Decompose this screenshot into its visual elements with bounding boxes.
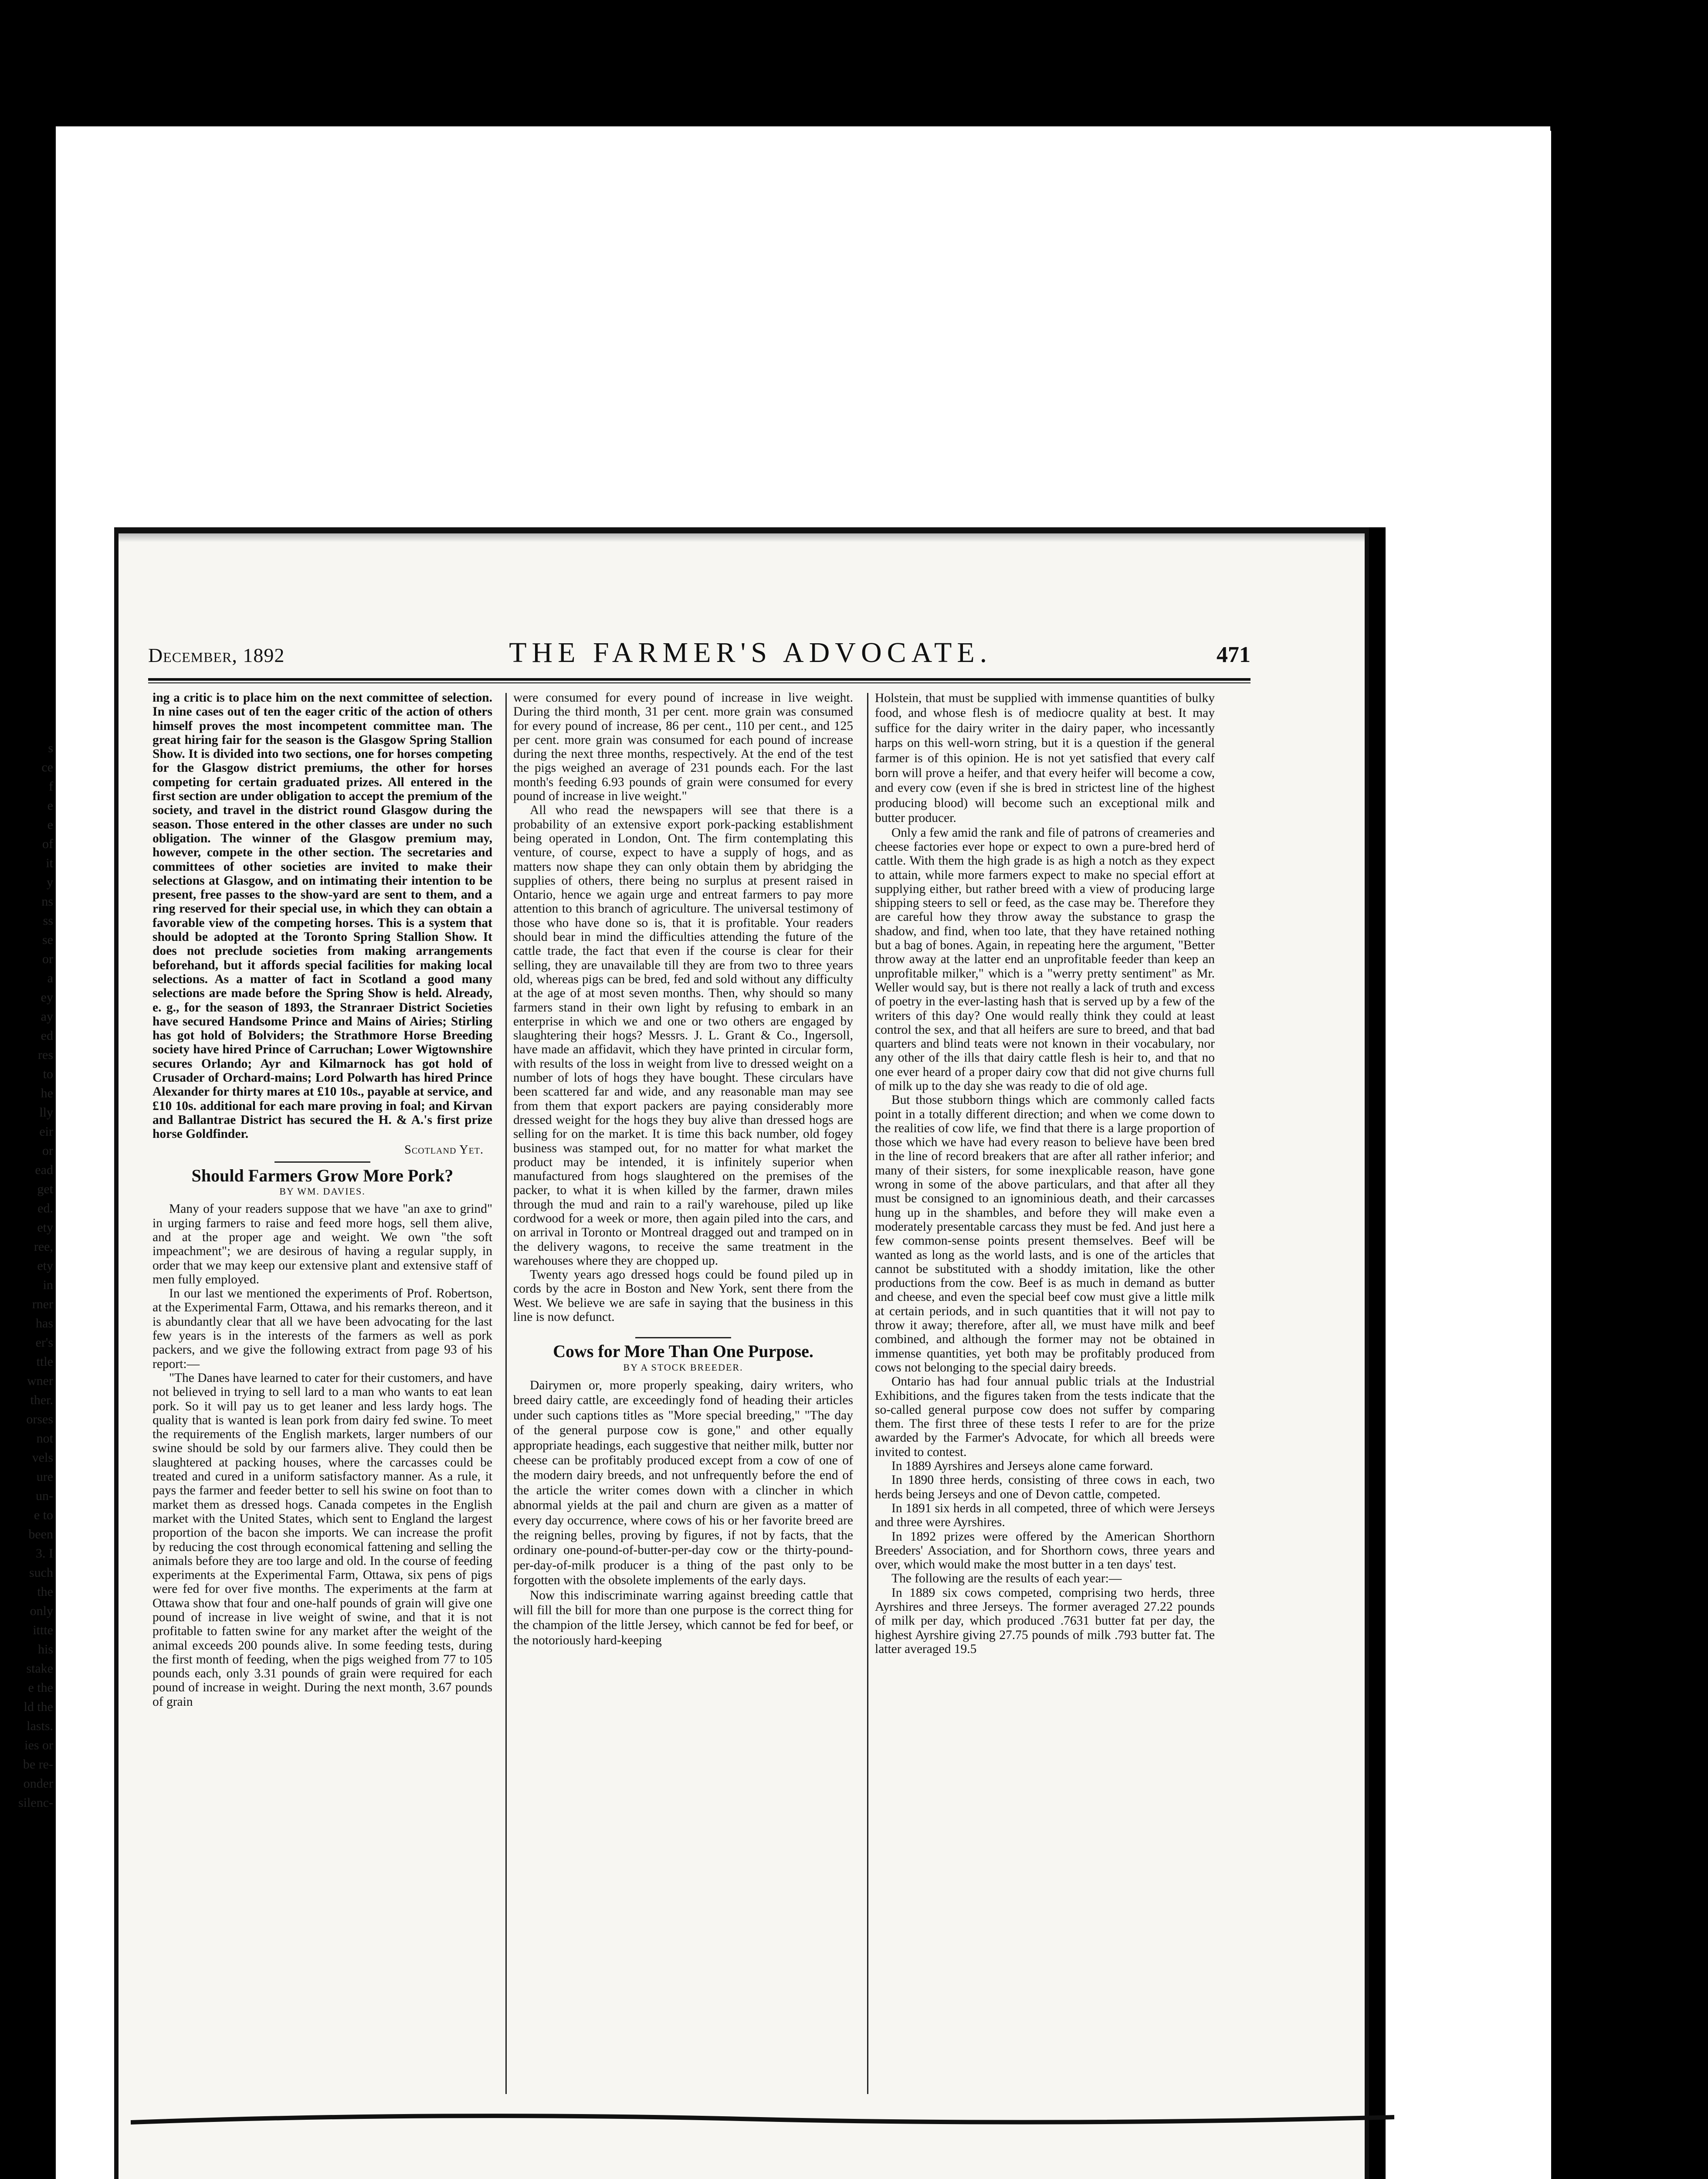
letter-signature: Scotland Yet. [404,1143,484,1157]
fragment-line: wner [27,1374,53,1388]
fragment-line: ittte [33,1623,53,1637]
fragment-line: get [37,1182,53,1196]
fragment-line: y [47,875,53,889]
fragment-line: a [47,971,53,985]
article-separator [274,1161,370,1163]
masthead-title: THE FARMER'S ADVOCATE. [509,637,993,669]
fragment-line: ed [41,1028,53,1043]
fragment-line: rner [32,1297,53,1311]
column-divider-1 [505,693,507,2094]
paragraph: In 1889 six cows competed, comprising two herds, three Ayrshires and three Jerseys. The former averaged 27.22 pounds of milk per day, which produced .7631 butter fat per day, the highest Ayrshire giving 27.75 pounds of milk .793 butter fat. The latter averaged 19.5 [875,1585,1215,1656]
fragment-line: ead [35,1163,53,1177]
column-1 [152,691,492,1709]
page-number: 471 [1217,642,1250,667]
column-2 [513,691,853,1648]
paragraph: Dairymen or, more properly speaking, dairy writers, who breed dairy cattle, are exceedingly fond of heading their articles under such captions titles as "More special breeding," "The day of the general purpose cow is gone," and other equally appropriate headings, each suggestive that neither milk, butter nor cheese can be profitably produced except from a cow of one of the modern dairy breeds, and not unfrequently before the end of the article the writer comes down with a clincher in which abnormal yields at the pail and churn are given as a matter of every day occurrence, where cows of his or her favorite breed are the reigning belles, proving by figures, if not by facts, that the ordinary one-pound-of-butter-per-day cow or the thirty-pound-per-day-of-milk producer is a thing of the past only to be forgotten with the obsolete implements of the early days. [513,1378,853,1588]
paragraph: Many of your readers suppose that we have "an axe to grind" in urging farmers to raise and feed more hogs, sell them alive, and at the proper age and weight. We own "the soft impeachment"; we are desirous of having a regular supply, in order that we may keep our extensive plant and extensive staff of men fully employed. [152,1202,492,1286]
fragment-line: ns [41,894,53,909]
fragment-line: it [46,856,53,870]
fragment-line: e [47,818,53,832]
fragment-line: ss [43,913,53,928]
fragment-line: silenc- [18,1795,53,1810]
fragment-line: e the [28,1680,53,1695]
issue-date: December, 1892 [148,644,285,666]
fragment-line: to [43,1067,53,1081]
article-byline-cows: BY A STOCK BREEDER. [623,1361,743,1373]
fragment-line: been [28,1527,53,1541]
fragment-line: or [42,1144,53,1158]
paragraph: In our last we mentioned the experiments of Prof. Robertson, at the Experimental Farm, Ottawa, and his remarks thereon, and it is abundantly clear that all we have been advocating for the last few years is in the interests of the farmers as well as pork packers, and we give the following extract from page 93 of his report:— [152,1286,492,1371]
fragment-line: ed. [37,1201,53,1215]
fragment-line: vels [32,1450,53,1465]
scan-background-top [56,126,1550,527]
paragraph: In 1889 Ayrshires and Jerseys alone came forward. [891,1459,1153,1473]
fragment-line: ety [37,1220,53,1235]
paragraph: In 1892 prizes were offered by the American Shorthorn Breeders' Association, and for Shorthorn cows, three years and over, which would make the most butter in a ten days' test. [875,1529,1215,1572]
article-byline-pork: BY WM. DAVIES. [279,1186,366,1197]
fragment-line: only [30,1604,53,1618]
fragment-line: lly [39,1105,53,1120]
fragment-line: f [49,779,53,794]
fragment-line: be re- [23,1757,53,1772]
fragment-line: ttle [36,1354,53,1369]
header-rule-thin [148,682,1250,683]
fragment-line: the [37,1585,53,1599]
fragment-line: er's [35,1335,53,1350]
fragment-line: he [41,1086,53,1100]
fragment-line: ure [36,1470,53,1484]
paragraph: All who read the newspapers will see that there is a probability of an extensive export pork-packing establishment being operated in London, Ont. The firm contemplating this venture, of course, expect to have a supply of hogs, and as matters now shape they can only obtain them by abridging the supplies of others, there being no surplus at present raised in Ontario, hence we again urge and entreat farmers to pay more attention to this branch of agriculture. The universal testimony of those who have done so is, that it is profitable. Your readers should bear in mind the difficulties attending the future of the cattle trade, the fact that even if the course is clear for their selling, they are unavailable till they are from two to three years old, whereas pigs can be bred, fed and sold without any difficulty at the age of at most seven months. Then, why should so many farmers stand in their own light by refusing to embark in an enterprise in which we and one or two others are engaged by slaughtering their hogs? Messrs. J. L. Grant & Co., Ingersoll, have made an affidavit, which they have printed in circular form, with results of the loss in weight from live to dressed weight on a number of lots of hogs they have bought. These circulars have been scattered far and wide, and any reasonable man may see from them that export packers are paying considerably more dressed weight for the hogs they buy alive than dressed hogs are selling for on the market. It is time this back number, old fogey business was stamped out, for no matter for what market the product may be intended, it is infinitely superior when manufactured from hogs slaughtered on the premises of the packer, to what it is when killed by the farmer, drawn miles through the mud and rain to a rail'y warehouse, piled up like cordwood for a week or more, then again piled into the cars, and on arrival in Toronto or Montreal dragged out and tramped on in the delivery wagons, to receive the same treatment in the warehouses where they are chopped up. [513,803,853,1268]
page-edge-shadow [119,533,1365,542]
fragment-line: ies or [24,1738,53,1752]
fragment-line: stake [26,1661,53,1676]
fragment-line: not [36,1431,53,1446]
scotland-letter-paragraph: ing a critic is to place him on the next committee of selection. In nine cases out of ten the eager critic of the action of others himself proves the most incompetent committee man. The great hiring fair for the season is the Glasgow Spring Stallion Show. It is divided into two sections, one for horses competing for the Glasgow district premiums, the other for horses competing for certain graduated prizes. All entered in the first section are under obligation to accept the premium of the society, and travel in the district round Glasgow during the season. Those entered in the other classes are under no such obligation. The winner of the Glasgow premium may, however, compete in the other section. The secretaries and committees of other societies are invited to make their selections at Glasgow, and on intimating their intention to be present, free passes to the show-yard are sent to them, and a ring reserved for their special use, in which they can obtain a favorable view of the competing horses. This is a system that should be adopted at the Toronto Spring Stallion Show. It does not preclude societies from making arrangements beforehand, but it affords special facilities for making local selections. As a matter of fact in Scotland a good many selections are made before the Spring Show is held. Already, e. g., for the season of 1893, the Stranraer District Societies have secured Handsome Prince and Mains of Airies; Stirling has got hold of Bolviders; the Strathmore Horse Breeding society have hired Prince of Carruchan; Lower Wigtownshire secures Orlando; Ayr and Kilmarnock has got hold of Crusader of Orchard-mains; Lord Polwarth has hired Prince Alexander for thirty mares at £10 10s., payable at service, and £10 10s. additional for each mare proving in foal; and Kirvan and Ballantrae District has secured the H. & A.'s first prize horse Goldfinder. [152,691,492,1141]
fragment-line: onder [23,1776,53,1791]
paragraph: But those stubborn things which are commonly called facts point in a totally different direction; and when we come down to the realities of cow life, we find that there is a large proportion of those which we have had every reason to believe have been bred in the line of record breakers that are after all rather inferior; and many of their sisters, for some inexplicable reason, have gone wrong in some of the above particulars, and that after all they must be consigned to an ignominious death, and their carcasses hung up in the shambles, and before they will make even a moderately presentable carcass they must be fed. And just here a few common-sense points present themselves. Beef will be wanted as long as the world lasts, and is one of the articles that cannot be substituted with a shoddy imitation, like the other productions from the cow. Beef is as much in demand as butter and cheese, and even the special beef cow must give a little milk at certain periods, and in such quantities that it will not pay to throw it away; therefore, after all, we must have milk and beef combined, and although the former may not be obtained in immense quantities, yet both may be profitably produced from cows not belonging to the special dairy breeds. [875,1093,1215,1375]
fragment-line: ree, [34,1239,53,1254]
running-head [148,636,1250,675]
fragment-line: 3. I [36,1546,53,1561]
paragraph: Now this indiscriminate warring against breeding cattle that will fill the bill for more than one purpose is the correct thing for the champion of the little Jersey, which cannot be fed for beef, or the notoriously hard-keeping [513,1588,853,1647]
fragment-line: ety [37,1259,53,1273]
fragment-line: ey [41,990,53,1005]
fragment-line: ce [41,760,53,774]
column-3 [875,691,1215,1656]
fragment-line: ay [41,1009,53,1024]
header-rule [148,678,1250,681]
paragraph: In 1891 six herds in all competed, three of which were Jerseys and three were Ayrshires. [875,1501,1215,1530]
fragment-line: such [29,1565,53,1580]
column-divider-2 [867,693,868,2094]
fragment-line: or [42,952,53,966]
quoted-report-paragraph: "The Danes have learned to cater for their customers, and have not believed in trying to sell lard to a man who wants to eat lean pork. So it will pay us to get leaner and less lardy hogs. The quality that is wanted is lean pork from dairy fed swine. To meet the requirements of the English markets, larger numbers of our swine should be sold by our farmers alive. They could then be slaughtered at packing houses, where the carcasses could be treated and cured in a uniform satisfactory manner. As a rule, it pays the farmer and feeder better to sell his swine on foot than to market them as dressed hogs. Canada competes in the English market with the United States, which sent to England the largest proportion of the bacon she imports. We can increase the profit by reducing the cost through economical fattening and selling the animals before they are too large and old. In the course of feeding experiments at the Experimental Farm, Ottawa, six pens of pigs were fed for over five months. The experiments at the farm at Ottawa show that four and one-half pounds of grain will give one pound of increase in live weight of swine, and that it is not profitable to fatten swine for any market after the weight of the animal exceeds 200 pounds alive. In some feeding tests, during the first month of feeding, when the pigs weighed from 77 to 105 pounds each, only 3.31 pounds of grain were required for each pound of increase in weight. During the next month, 3.67 pounds of grain [152,1371,492,1709]
paragraph: Holstein, that must be supplied with immense quantities of bulky food, and whose flesh is of mediocre quality at best. It may suffice for the dairy writer in the dairy paper, who incessantly harps on this well-worn string, but it is a question if the general farmer is of this opinion. He is not yet satisfied that every calf born will prove a heifer, and that every heifer will become a cow, and every cow (even if she is bred in strictest line of the highest producing blood) will become such an exceptional milk and butter producer. [875,691,1215,825]
fragment-line: e [47,798,53,813]
fragment-line: his [37,1642,53,1656]
article-title-pork: Should Farmers Grow More Pork? [191,1165,454,1185]
page-bottom-curl [131,2109,1394,2135]
paragraph: Ontario has had four annual public trials at the Industrial Exhibitions, and the figures taken from the tests indicate that the so-called general purpose cow does not suffer by comparing them. The first three of these tests I refer to are for the prize awarded by the Farmer's Advocate, for which all breeds were invited to contest. [875,1375,1215,1459]
fragment-line: orses [26,1412,53,1426]
fragment-line: ther. [30,1393,53,1407]
previous-page-fragment [0,741,56,1918]
fragment-line: e to [34,1508,53,1522]
paragraph: Twenty years ago dressed hogs could be found piled up in cords by the acre in Boston and New York, sent there from the West. We believe we are safe in saying that the business in this line is now defunct. [513,1268,853,1324]
paragraph: The following are the results of each year:— [891,1571,1122,1586]
scan-background-left [56,523,117,2179]
fragment-line: se [42,933,53,947]
paragraph: were consumed for every pound of increase in live weight. During the third month, 31 per cent. more grain was consumed for every pound of increase, 86 per cent., 110 per cent., and 125 per cent. more grain was consumed for each pound of increase during the next three months, respectively. At the end of the test the pigs weighed an average of 231 pounds each. For the last month's feeding 6.93 pounds of grain were consumed for every pound of increase in live weight." [513,691,853,804]
fragment-line: res [38,1048,53,1062]
paragraph: Only a few amid the rank and file of patrons of creameries and cheese factories ever hope or expect to own a pure-bred herd of cattle. With them the high grade is as high a notch as they expect to attain, while more farmers expect to make no special effort at supplying either, but rather breed with a view of producing large shipping steers to sell or feed, as the case may be. Therefore they are careful how they throw away the substance to grasp the shadow, and find, when too late, that they have retained nothing but a bag of bones. Again, in repeating here the argument, "Better throw away at the latter end an unprofitable feeder than keep an unprofitable milker," which is a "werry pretty sentiment" as Mr. Weller would say, but is there not really a lack of truth and excess of poetry in the ever-lasting hash that is served up by a few of the writers of this day? One would really think they could at least control the sex, and that all heifers are sure to breed, and that bad quarters and blind teats were not known in their vocabulary, nor any other of the ills that dairy cattle flesh is heir to, and that no one ever heard of a proper dairy cow that did not give churns full of milk up to the day she was ready to die of old age. [875,825,1215,1093]
fragment-line: in [43,1278,53,1292]
fragment-line: lasts. [27,1719,53,1733]
article-separator [635,1337,731,1338]
fragment-line: ld the [24,1700,53,1714]
fragment-line: has [36,1316,53,1330]
fragment-line: un- [36,1489,53,1503]
fragment-line: eir [39,1124,53,1139]
fragment-line: s [48,741,53,755]
paragraph: In 1890 three herds, consisting of three cows in each, two herds being Jerseys and one of Devon cattle, competed. [875,1473,1215,1501]
article-title-cows: Cows for More Than One Purpose. [553,1341,813,1361]
fragment-line: of [42,837,53,851]
